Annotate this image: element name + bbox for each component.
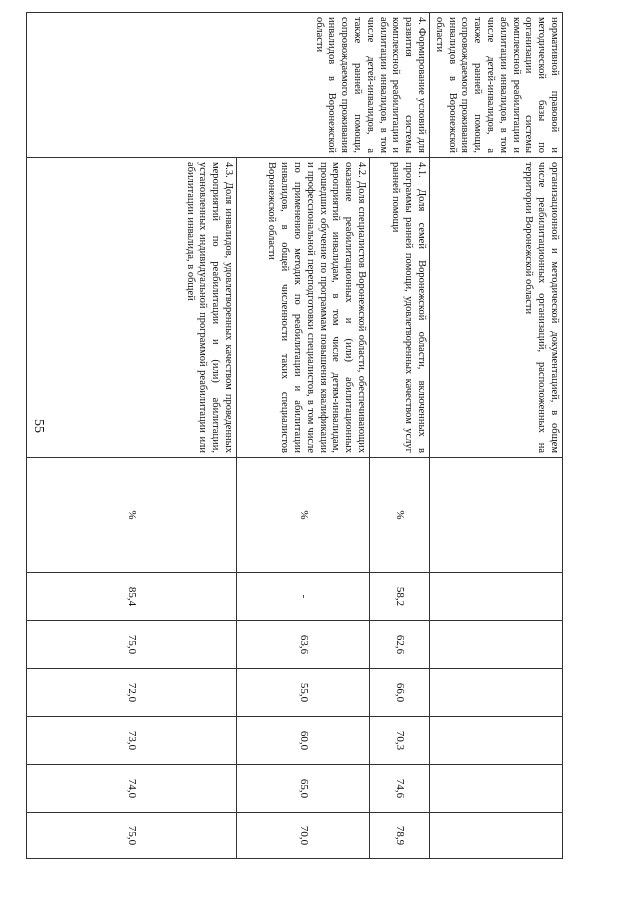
value-cell: 55,0 (237, 669, 370, 717)
indicator-cell: 4.1. Доля семей Воронежской области, включенных в программы ранней помощи, удовлетворенных качеством услуг ранней помощи (370, 158, 430, 458)
value-cell: 65,0 (237, 765, 370, 813)
unit-cell: % (370, 458, 430, 573)
task-cell: нормативной правовой и методической базы по организации системы комплексной реабилитации и абилитации инвалидов, в том числе детей-инвалидов, а также ранней помощи, сопровождаемого проживания инвалидов в Воронежской области (430, 13, 563, 158)
value-cell: - (237, 573, 370, 621)
value-cell (430, 573, 563, 621)
unit-cell: % (237, 458, 370, 573)
value-cell: 73,0 (27, 717, 237, 765)
indicators-table (26, 12, 563, 859)
value-cell: 78,9 (370, 813, 430, 859)
unit-cell (430, 458, 563, 573)
value-cell (430, 813, 563, 859)
value-cell: 72,0 (27, 669, 237, 717)
value-cell (430, 717, 563, 765)
value-cell: 63,6 (237, 621, 370, 669)
table-row (370, 13, 430, 859)
value-cell: 66,0 (370, 669, 430, 717)
value-cell: 70,0 (237, 813, 370, 859)
value-cell: 70,3 (370, 717, 430, 765)
value-cell: 75,0 (27, 813, 237, 859)
page-number: 55 (31, 419, 46, 433)
value-cell: 75,0 (27, 621, 237, 669)
indicator-cell: организационной и методической документацией, в общем числе реабилитационных организаций, расположенных на территории Воронежской области (430, 158, 563, 458)
unit-cell: % (27, 458, 237, 573)
value-cell: 74,6 (370, 765, 430, 813)
value-cell: 85,4 (27, 573, 237, 621)
indicator-cell: 4.2. Доля специалистов Воронежской области, обеспечивающих оказание реабилитационных и (или) абилитационных мероприятий инвалидам, в том числе детям-инвалидам, прошедших обучение по программам повышения квалификации и профессиональной переподготовки специалистов, в том числе по применению методик по реабилитации и абилитации инвалидов, в общей численности таких специалистов Воронежской области (237, 158, 370, 458)
indicators-table-frame (65, 12, 563, 858)
value-cell: 58,2 (370, 573, 430, 621)
value-cell (430, 669, 563, 717)
value-cell (430, 621, 563, 669)
table-row (430, 13, 563, 859)
value-cell: 62,6 (370, 621, 430, 669)
task-cell: 4. Формирование условий для развития системы комплексной реабилитации и абилитации инвалидов, в том числе детей-инвалидов, а также ранней помощи, сопровождаемого проживания инвалидов в Воронежской области (27, 13, 430, 158)
value-cell (430, 765, 563, 813)
value-cell: 60,0 (237, 717, 370, 765)
indicator-cell: 4.3. Доля инвалидов, удовлетворенных качеством проведенных мероприятий по реабилитации и (или) абилитации, установленных индивидуальной программой реабилитации или абилитации инвалида, в общей (27, 158, 237, 458)
value-cell: 74,0 (27, 765, 237, 813)
